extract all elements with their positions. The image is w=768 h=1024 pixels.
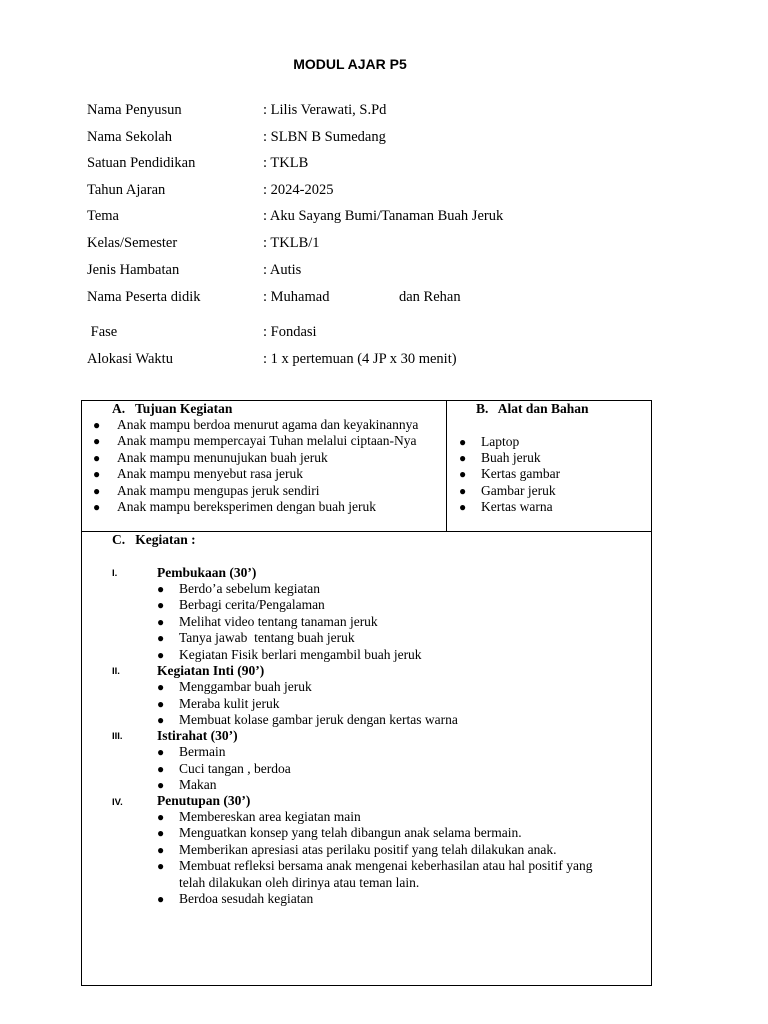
bullet-icon: ● xyxy=(157,598,165,612)
info-value-second: dan Rehan xyxy=(399,289,461,305)
bullet-icon: ● xyxy=(93,434,101,448)
part-number: II. xyxy=(112,666,120,677)
bullet-icon: ● xyxy=(93,418,101,432)
column-divider xyxy=(446,400,447,531)
bullet-icon: ● xyxy=(459,451,467,465)
info-label: Tema xyxy=(87,208,119,224)
info-value: : TKLB xyxy=(263,155,309,171)
info-value: : Autis xyxy=(263,262,302,278)
info-value: : Fondasi xyxy=(263,324,317,340)
bullet-icon: ● xyxy=(157,810,165,824)
bullet-icon: ● xyxy=(157,745,165,759)
info-label: Fase xyxy=(87,324,118,340)
info-label: Nama Peserta didik xyxy=(87,289,201,305)
info-value: : SLBN B Sumedang xyxy=(263,129,386,145)
part-number: III. xyxy=(112,731,123,742)
part-number: IV. xyxy=(112,797,123,808)
section-a-heading: A. Tujuan Kegiatan xyxy=(112,401,233,416)
part-title: Kegiatan Inti (90’) xyxy=(157,663,265,678)
bullet-icon: ● xyxy=(93,451,101,465)
info-value: : TKLB/1 xyxy=(263,235,320,251)
bullet-icon: ● xyxy=(157,697,165,711)
bullet-icon: ● xyxy=(93,484,101,498)
section-c-heading: C. Kegiatan : xyxy=(112,532,196,547)
bullet-icon: ● xyxy=(157,826,165,840)
bullet-icon: ● xyxy=(93,467,101,481)
info-label: Alokasi Waktu xyxy=(87,351,173,367)
info-label: Nama Penyusun xyxy=(87,102,182,118)
info-label: Satuan Pendidikan xyxy=(87,155,196,171)
bullet-icon: ● xyxy=(157,631,165,645)
bullet-icon: ● xyxy=(157,762,165,776)
bullet-icon: ● xyxy=(157,680,165,694)
bullet-icon: ● xyxy=(459,484,467,498)
bullet-icon: ● xyxy=(157,713,165,727)
section-b-heading: B. Alat dan Bahan xyxy=(476,401,589,416)
part-title: Istirahat (30’) xyxy=(157,728,238,743)
info-label: Nama Sekolah xyxy=(87,129,172,145)
document-title: MODUL AJAR P5 xyxy=(293,56,407,72)
info-label: Tahun Ajaran xyxy=(87,182,166,198)
info-value: : 1 x pertemuan (4 JP x 30 menit) xyxy=(263,351,457,367)
info-value: : Lilis Verawati, S.Pd xyxy=(263,102,387,118)
bullet-icon: ● xyxy=(157,892,165,906)
part-title: Pembukaan (30’) xyxy=(157,565,257,580)
bullet-icon: ● xyxy=(157,648,165,662)
info-value: : Muhamad xyxy=(263,289,330,305)
info-label: Jenis Hambatan xyxy=(87,262,180,278)
info-label: Kelas/Semester xyxy=(87,235,178,251)
table-kegiatan xyxy=(81,531,652,986)
bullet-icon: ● xyxy=(157,778,165,792)
info-value: : Aku Sayang Bumi/Tanaman Buah Jeruk xyxy=(263,208,504,224)
bullet-icon: ● xyxy=(93,500,101,514)
part-title: Penutupan (30’) xyxy=(157,793,251,808)
bullet-icon: ● xyxy=(157,582,165,596)
bullet-icon: ● xyxy=(157,615,165,629)
bullet-icon: ● xyxy=(157,843,165,857)
bullet-icon: ● xyxy=(459,467,467,481)
info-value: : 2024-2025 xyxy=(263,182,334,198)
bullet-icon: ● xyxy=(157,859,165,873)
bullet-icon: ● xyxy=(459,500,467,514)
bullet-icon: ● xyxy=(459,435,467,449)
part-number: I. xyxy=(112,568,118,579)
